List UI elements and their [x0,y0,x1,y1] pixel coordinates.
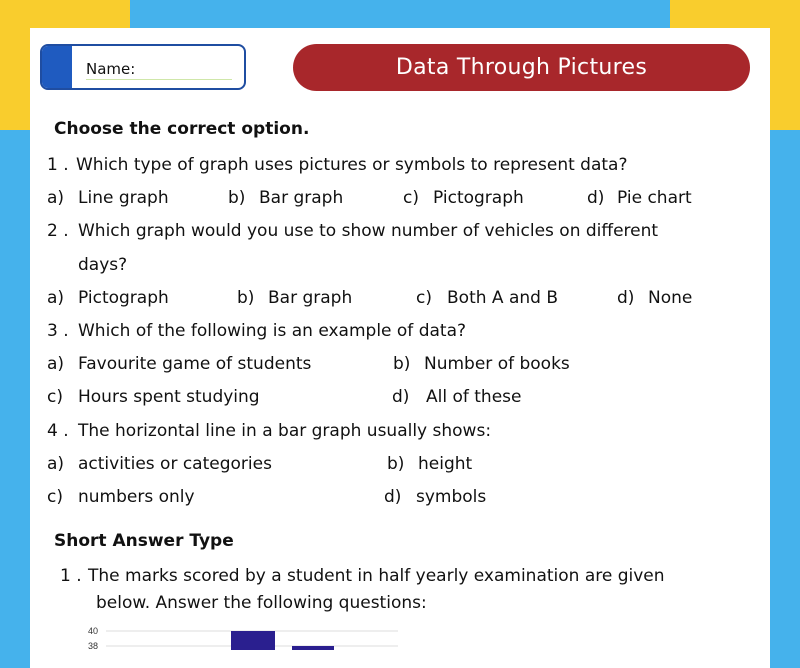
q3-option-d-letter: d) [392,387,410,407]
q2-option-b-letter: b) [237,288,255,308]
q1-option-b[interactable]: Bar graph [259,188,344,208]
q4-option-d-letter: d) [384,487,402,507]
q3-option-a[interactable]: Favourite game of students [78,354,312,374]
question-4-text: The horizontal line in a bar graph usually shows: [78,421,492,441]
short-question-1-line2: below. Answer the following questions: [96,593,427,613]
question-2-text-continued: days? [78,255,128,275]
q1-option-c-letter: c) [403,188,419,208]
name-label: Name: [86,60,136,78]
q4-option-c[interactable]: numbers only [78,487,195,507]
name-field-tab [42,46,72,88]
y-tick-label-38: 38 [87,641,98,650]
chart-bar-1 [231,631,275,650]
q1-option-a[interactable]: Line graph [78,188,169,208]
q1-option-b-letter: b) [228,188,246,208]
q3-option-c[interactable]: Hours spent studying [78,387,260,407]
question-2-text: Which graph would you use to show number of vehicles on different [78,221,659,241]
q4-option-d[interactable]: symbols [416,487,487,507]
q2-option-d-letter: d) [617,288,635,308]
question-1-number: 1 . [47,155,69,175]
q2-option-d[interactable]: None [648,288,693,308]
q3-option-b-letter: b) [393,354,411,374]
worksheet-title-text: Data Through Pictures [395,55,648,80]
question-1-text: Which type of graph uses pictures or symbols to represent data? [76,155,628,175]
y-tick-label-40: 40 [87,626,98,636]
q2-option-a-letter: a) [47,288,65,308]
question-4-number: 4 . [47,421,69,441]
q4-option-c-letter: c) [47,487,63,507]
q1-option-d-letter: d) [587,188,605,208]
q3-option-d[interactable]: All of these [426,387,522,407]
short-question-1-number: 1 . [60,566,82,586]
section-b-heading: Short Answer Type [54,531,234,551]
short-question-1-line1: The marks scored by a student in half yearly examination are given [88,566,665,586]
worksheet-title [293,44,750,91]
marks-bar-chart [40,622,420,650]
q4-option-a[interactable]: activities or categories [78,454,272,474]
q2-option-a[interactable]: Pictograph [78,288,169,308]
chart-bar-2 [292,646,334,650]
q1-option-a-letter: a) [47,188,65,208]
q4-option-a-letter: a) [47,454,65,474]
question-3-text: Which of the following is an example of data? [78,321,467,341]
q2-option-b[interactable]: Bar graph [268,288,353,308]
section-a-heading: Choose the correct option. [54,119,310,139]
q1-option-d[interactable]: Pie chart [617,188,692,208]
q1-option-c[interactable]: Pictograph [433,188,524,208]
q3-option-a-letter: a) [47,354,65,374]
name-writing-line [86,79,232,80]
question-2-number: 2 . [47,221,69,241]
question-3-number: 3 . [47,321,69,341]
q3-option-c-letter: c) [47,387,63,407]
q2-option-c[interactable]: Both A and B [447,288,558,308]
q3-option-b[interactable]: Number of books [424,354,570,374]
q2-option-c-letter: c) [416,288,432,308]
q4-option-b-letter: b) [387,454,405,474]
q4-option-b[interactable]: height [418,454,473,474]
name-field[interactable] [40,44,246,90]
